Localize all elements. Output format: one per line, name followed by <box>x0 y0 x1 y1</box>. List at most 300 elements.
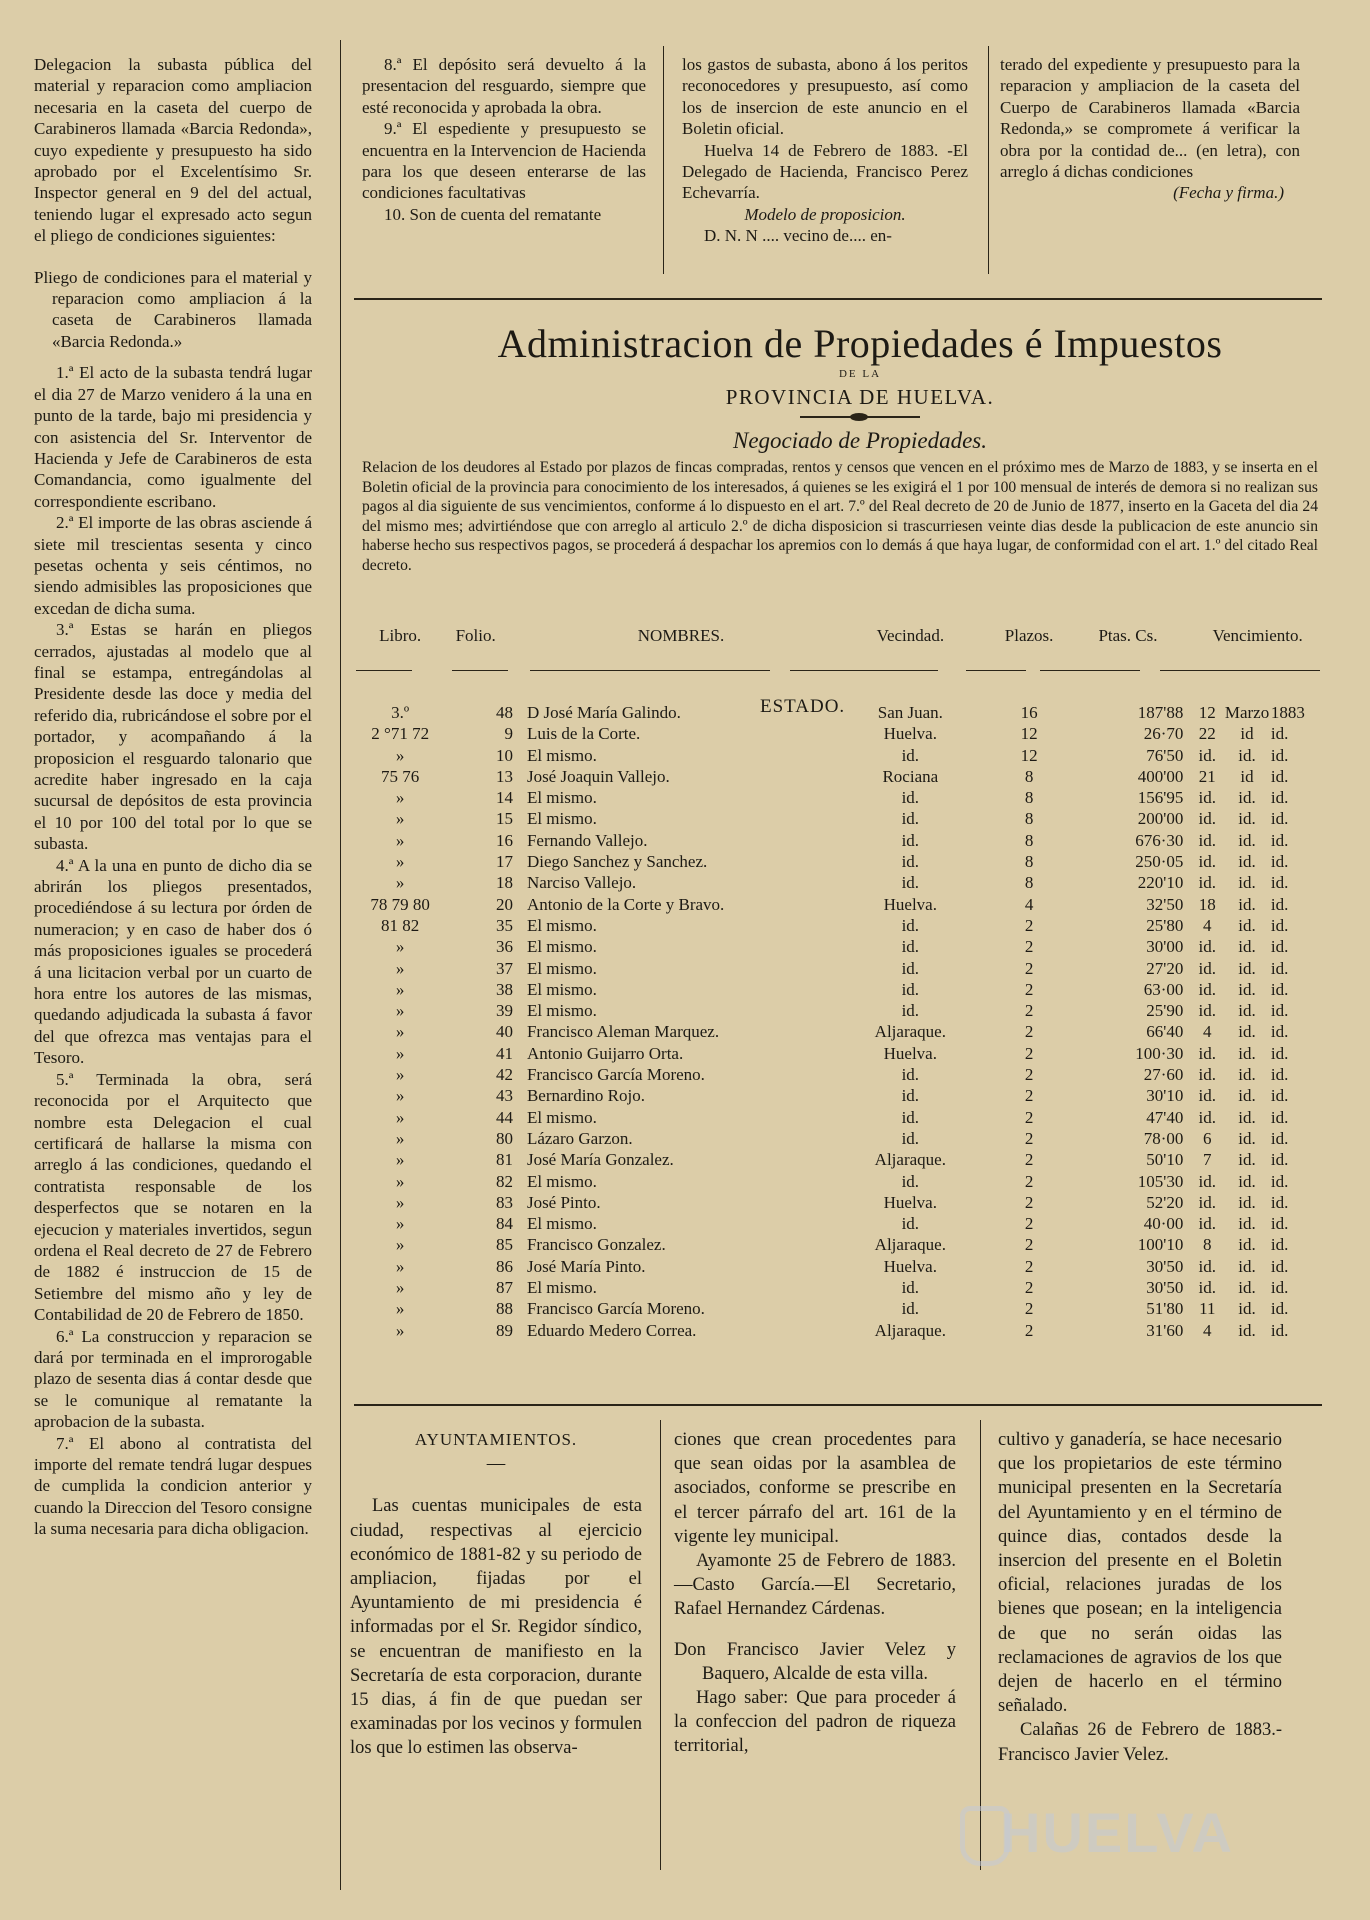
table-row <box>362 1107 1324 1128</box>
cell-nombre: El mismo. <box>526 937 597 957</box>
column-divider <box>340 40 341 1890</box>
cell-venc-mes: id. <box>1238 1192 1256 1212</box>
cell-venc-mes: id. <box>1238 1256 1256 1276</box>
cell-folio: 86 <box>495 1256 513 1276</box>
cell-ptas: 27·60 <box>1143 1065 1184 1085</box>
table-row <box>362 1021 1324 1042</box>
padron-text: cultivo y ganadería, se hace necesario que los propietarios de este término municipal presenten en la Secretaría del Ayuntamiento y en el término de quince dias, contados desde la insercion del presente en el Boletin oficial, relaciones juradas de los bienes que posean; en la inteligencia de que no serán oidas las reclamaciones de agravios de los que dejen de hacerlo en el término señalado. <box>998 1430 1282 1717</box>
cell-ptas: 250·05 <box>1135 852 1184 872</box>
cell-venc-dia: id. <box>1198 809 1217 829</box>
cell-libro: » <box>395 745 405 765</box>
cell-venc-mes: id. <box>1238 1214 1256 1234</box>
table-row <box>362 1320 1324 1341</box>
cell-venc-ano: id. <box>1270 1256 1289 1276</box>
condicion-10: 10. Son de cuenta del rematante <box>384 204 602 224</box>
cell-folio: 16 <box>495 830 513 850</box>
cell-venc-ano: id. <box>1270 1065 1289 1085</box>
cell-venc-dia: id. <box>1198 958 1217 978</box>
cell-venc-mes: id. <box>1238 1086 1256 1106</box>
cell-venc-ano: id. <box>1270 1150 1289 1170</box>
cell-libro: » <box>395 1065 405 1085</box>
cell-folio: 81 <box>495 1150 513 1170</box>
cell-venc-dia: id. <box>1198 1001 1217 1021</box>
cell-ptas: 220'10 <box>1137 873 1184 893</box>
cell-ptas: 52'20 <box>1146 1192 1184 1212</box>
table-row <box>362 1064 1324 1085</box>
cell-folio: 39 <box>495 1001 513 1021</box>
cell-vecindad: id. <box>901 1001 920 1021</box>
cell-venc-ano: id. <box>1270 958 1289 978</box>
cell-vecindad: id. <box>901 958 920 978</box>
cell-ptas: 25'80 <box>1146 915 1184 935</box>
cell-vecindad: id. <box>901 1171 920 1191</box>
cell-venc-dia: id. <box>1198 979 1217 999</box>
cell-ptas: 100'10 <box>1137 1235 1184 1255</box>
cell-ptas: 30'50 <box>1146 1256 1184 1276</box>
gastos-text: los gastos de subasta, abono á los peritos reconocedores y presupuesto, así como los de insercion de este anuncio en el Boletin oficial. <box>682 55 968 139</box>
cell-plazos: 2 <box>1024 1086 1034 1106</box>
cell-venc-ano: id. <box>1270 724 1289 744</box>
table-row <box>362 1256 1324 1277</box>
table-header-row <box>362 626 1324 658</box>
cell-venc-ano: id. <box>1270 852 1289 872</box>
header-libro: Libro. <box>379 626 422 645</box>
cell-folio: 10 <box>495 745 513 765</box>
cell-libro: » <box>395 788 405 808</box>
ayunt-column-3 <box>998 1428 1282 1767</box>
cell-venc-ano: id. <box>1270 1001 1289 1021</box>
condicion-3: 3.ª Estas se harán en pliegos cerrados, ajustadas al modelo que al final se estampa, entregándolas al Presidente desde las doce y media del referido dia, rubricándose el sobre por el portador, y acompañando á la proposicion el resguardo talonario que acredite haber ingresado en la caja sucursal de depósitos de esta provincia el 10 por 100 del total por lo que se subasta. <box>34 620 312 854</box>
cell-venc-mes: id. <box>1238 1299 1256 1319</box>
ayunt-column-2 <box>674 1428 956 1759</box>
cell-vecindad: San Juan. <box>877 703 943 722</box>
cell-ptas: 78·00 <box>1143 1128 1184 1148</box>
cell-ptas: 76'50 <box>1146 745 1184 765</box>
cell-vecindad: Huelva. <box>883 724 937 744</box>
cell-nombre: Antonio Guijarro Orta. <box>526 1043 684 1063</box>
column-1 <box>34 54 312 1540</box>
cell-vecindad: Aljaraque. <box>874 1235 946 1255</box>
table-row <box>362 1149 1324 1170</box>
cell-venc-mes: id. <box>1238 809 1256 829</box>
admin-title: Administracion de Propiedades é Impuestos <box>497 321 1223 366</box>
cell-plazos: 8 <box>1024 809 1034 829</box>
cell-ptas: 27'20 <box>1146 958 1184 978</box>
cell-venc-dia: id. <box>1198 852 1217 872</box>
cell-ptas: 30'00 <box>1146 937 1184 957</box>
cell-libro: » <box>395 873 405 893</box>
cell-venc-mes: id. <box>1238 1171 1256 1191</box>
cell-venc-dia: id. <box>1198 873 1217 893</box>
cell-ptas: 156'95 <box>1137 788 1184 808</box>
cell-venc-dia: id. <box>1198 1107 1217 1127</box>
section-rule <box>354 1404 1322 1406</box>
cell-vecindad: id. <box>901 852 920 872</box>
cell-vecindad: Aljaraque. <box>874 1320 946 1340</box>
cell-ptas: 30'10 <box>1146 1086 1184 1106</box>
cell-libro: » <box>395 852 405 872</box>
table-row <box>362 872 1324 893</box>
cell-venc-ano: id. <box>1270 745 1289 765</box>
column-divider <box>660 1420 661 1870</box>
header-vecindad: Vecindad. <box>876 626 945 645</box>
cell-nombre: El mismo. <box>526 1171 597 1191</box>
table-row <box>362 1213 1324 1234</box>
cell-venc-mes: id. <box>1238 1320 1256 1340</box>
cell-venc-dia: 18 <box>1198 894 1216 914</box>
cell-nombre: Bernardino Rojo. <box>526 1086 645 1106</box>
column-divider <box>663 46 664 274</box>
table-row <box>362 1085 1324 1106</box>
cell-venc-mes: id. <box>1238 745 1256 765</box>
cell-venc-ano: id. <box>1270 1107 1289 1127</box>
cell-libro: 3.º <box>391 703 410 722</box>
table-row <box>362 915 1324 936</box>
subasta-intro: Delegacion la subasta pública del material y reparacion como ampliacion necesaria en la caseta del cuerpo de Carabineros llamada «Barcia Redonda», cuyo expediente y presupuesto ha sido aprobado por el Excelentísimo Sr. Inspector general en 9 del del actual, teniendo lugar el expresado acto segun el pliego de condiciones siguientes: <box>34 55 312 246</box>
ayunt-title: AYUNTAMIENTOS. <box>414 1430 578 1449</box>
column-3 <box>682 54 968 247</box>
cell-venc-ano: id. <box>1270 894 1289 914</box>
column-2 <box>362 54 646 225</box>
admin-province: PROVINCIA DE HUELVA. <box>725 385 995 409</box>
cell-ptas: 200'00 <box>1137 809 1184 829</box>
cell-venc-mes: id. <box>1238 873 1256 893</box>
cell-venc-dia: id. <box>1198 830 1217 850</box>
table-row <box>362 1192 1324 1213</box>
cell-vecindad: id. <box>901 830 920 850</box>
cell-nombre: El mismo. <box>526 1214 597 1234</box>
cell-venc-ano: id. <box>1270 1235 1289 1255</box>
cell-venc-dia: 11 <box>1199 1299 1216 1319</box>
cell-venc-dia: id. <box>1198 788 1217 808</box>
cell-libro: » <box>395 830 405 850</box>
modelo-text: terado del expediente y presupuesto para la reparacion y ampliacion de la caseta del Cuerpo de Carabineros llamada «Barcia Redonda,» se compromete á verificar la obra por la contidad de... (en letra), con arreglo á dichas condiciones <box>1000 55 1300 182</box>
cell-nombre: El mismo. <box>526 1107 597 1127</box>
table-row <box>362 1000 1324 1021</box>
cell-nombre: Lázaro Garzon. <box>526 1128 633 1148</box>
cell-venc-dia: id. <box>1198 1065 1217 1085</box>
cell-venc-dia: id. <box>1198 1171 1217 1191</box>
cell-venc-dia: 4 <box>1203 1320 1212 1340</box>
table-row <box>362 979 1324 1000</box>
cell-plazos: 2 <box>1024 1235 1034 1255</box>
cell-venc-dia: 4 <box>1203 1022 1212 1042</box>
cell-plazos: 8 <box>1024 830 1034 850</box>
cell-libro: 75 76 <box>381 766 420 786</box>
cell-folio: 83 <box>495 1192 513 1212</box>
cell-venc-ano: id. <box>1270 1128 1289 1148</box>
cell-nombre: Francisco Gonzalez. <box>526 1235 666 1255</box>
cell-plazos: 2 <box>1024 979 1034 999</box>
cell-ptas: 100·30 <box>1135 1043 1184 1063</box>
cell-folio: 88 <box>495 1299 513 1319</box>
cell-venc-mes: id. <box>1238 1022 1256 1042</box>
deudores-body <box>362 702 1324 1341</box>
cell-venc-mes: id. <box>1238 852 1256 872</box>
cell-venc-dia: id. <box>1198 1043 1217 1063</box>
cell-venc-mes: id. <box>1238 1150 1256 1170</box>
cell-libro: » <box>395 1001 405 1021</box>
cell-plazos: 8 <box>1024 788 1034 808</box>
observaciones-text: ciones que crean procedentes para que sean oidas por la asamblea de asociados, conforme se prescribe en el tercer párrafo del art. 161 de la vigente ley municipal. <box>674 1430 956 1547</box>
fecha-firma: (Fecha y firma.) <box>1173 183 1284 203</box>
table-spacer-row <box>362 658 1324 702</box>
cell-libro: » <box>395 809 405 829</box>
cell-venc-mes: id. <box>1238 958 1256 978</box>
table-row <box>362 787 1324 808</box>
table-row <box>362 894 1324 915</box>
relacion-intro: Relacion de los deudores al Estado por plazos de fincas compradas, rentos y censos que vencen en el próximo mes de Marzo de 1883, y se inserta en el Boletin oficial de la provincia para conocimiento de los interesados, á quienes se les exigirá el 1 por 100 mensual de interés de demora si no realizan sus pagos al dia siguiente de sus vencimientos, conforme á lo dispuesto en el art. 7.º del Real decreto de 20 de Junio de 1877, inserto en la Gaceta del dia 24 del mismo mes; advirtiéndose que con arreglo al articulo 2.º de dicha disposicion si trascurriesen veinte dias desde la publicacion de este anuncio sin haberse hecho sus respectivos pagos, se procederá á despachar los apremios con lo demás á que haya lugar, de conformidad con el art. 1.º del citado Real decreto. <box>362 459 1318 574</box>
cell-nombre: El mismo. <box>526 809 597 829</box>
cell-folio: 82 <box>495 1171 513 1191</box>
condicion-1: 1.ª El acto de la subasta tendrá lugar el dia 27 de Marzo venidero á la una en punto de la tarde, bajo mi presidencia y con asistencia del Sr. Interventor de Hacienda y Jefe de Carabineros de esta Comandancia, como igualmente del correspondiente escribano. <box>34 363 312 511</box>
table-row <box>362 1234 1324 1255</box>
cell-venc-mes: id. <box>1238 830 1256 850</box>
cell-folio: 14 <box>495 788 513 808</box>
condicion-5: 5.ª Terminada la obra, será reconocida por el Arquitecto que nombre esta Delegacion el cual certificará de hallarse la misma con arreglo á las condiciones, quedando el contratista responsable de los desperfectos que se notaren en la ejecucion y materiales invertidos, segun ordena el Real decreto de 27 de Febrero de 1882 é instruccion de 15 de Setiembre del mismo año y ley de Contabilidad de 20 de Febrero de 1850. <box>34 1069 312 1325</box>
cuentas-municipales: Las cuentas municipales de esta ciudad, respectivas al ejercicio económico de 1881-82 y su periodo de ampliacion, fijadas por el Ayuntamiento de mi presidencia é informadas por el Sr. Regidor síndico, se encuentran de manifiesto en la Secretaría de esta corporacion, durante 15 dias, á fin de que puedan ser examinadas por los vecinos y formulen los que lo estimen las observa- <box>350 1496 642 1759</box>
cell-plazos: 2 <box>1024 1150 1034 1170</box>
cell-ptas: 25'90 <box>1146 1001 1184 1021</box>
cell-plazos: 12 <box>1020 745 1038 765</box>
cell-libro: » <box>395 1256 405 1276</box>
cell-folio: 84 <box>495 1214 513 1234</box>
cell-venc-ano: id. <box>1270 937 1289 957</box>
cell-vecindad: id. <box>901 1299 920 1319</box>
cell-nombre: El mismo. <box>526 979 597 999</box>
cell-plazos: 2 <box>1024 1001 1034 1021</box>
cell-plazos: 16 <box>1020 703 1038 722</box>
cell-folio: 37 <box>495 958 513 978</box>
cell-venc-ano: id. <box>1270 1043 1289 1063</box>
cell-nombre: Eduardo Medero Correa. <box>526 1320 697 1340</box>
cell-plazos: 2 <box>1024 1299 1034 1319</box>
cell-ptas: 105'30 <box>1137 1171 1184 1191</box>
cell-venc-mes: id. <box>1238 1278 1256 1298</box>
pliego-title: Pliego de condiciones para el material y reparacion como ampliacion á la caseta de Carabineros llamada «Barcia Redonda.» <box>34 267 312 351</box>
table-row <box>362 1298 1324 1319</box>
cell-ptas: 676·30 <box>1135 830 1184 850</box>
cell-ptas: 32'50 <box>1146 894 1184 914</box>
cell-venc-mes: id. <box>1238 894 1256 914</box>
table-row <box>362 851 1324 872</box>
table-row <box>362 1128 1324 1149</box>
cell-plazos: 2 <box>1024 915 1034 935</box>
cell-venc-dia: 4 <box>1203 915 1212 935</box>
cell-vecindad: id. <box>901 873 920 893</box>
cell-nombre: Diego Sanchez y Sanchez. <box>526 852 708 872</box>
cell-libro: » <box>395 1320 405 1340</box>
cell-venc-ano: id. <box>1270 979 1289 999</box>
cell-folio: 17 <box>495 852 513 872</box>
cell-ptas: 63·00 <box>1143 979 1184 999</box>
ayamonte-fecha: Ayamonte 25 de Febrero de 1883.—Casto García.—El Secretario, Rafael Hernandez Cárdenas. <box>674 1551 956 1620</box>
cell-plazos: 2 <box>1024 937 1034 957</box>
section-rule <box>354 298 1322 300</box>
cell-venc-dia: 12 <box>1198 703 1216 722</box>
cell-plazos: 4 <box>1024 894 1034 914</box>
cell-venc-dia: 22 <box>1198 724 1216 744</box>
cell-nombre: Francisco García Moreno. <box>526 1299 705 1319</box>
cell-nombre: El mismo. <box>526 958 597 978</box>
table-row <box>362 745 1324 766</box>
cell-venc-ano: id. <box>1270 809 1289 829</box>
header-folio: Folio. <box>455 626 496 645</box>
cell-folio: 44 <box>495 1107 513 1127</box>
condicion-8: 8.ª El depósito será devuelto á la presentacion del resguardo, siempre que esté reconocida y aprobada la obra. <box>362 55 646 117</box>
cell-vecindad: id. <box>901 1214 920 1234</box>
header-ptas: Ptas. Cs. <box>1098 626 1158 645</box>
cell-vecindad: id. <box>901 745 920 765</box>
cell-libro: 81 82 <box>381 915 420 935</box>
condicion-6: 6.ª La construccion y reparacion se dará por terminada en el improrogable plazo de sesenta dias á contar desde que se le comunique al rematante la aprobacion de la subasta. <box>34 1326 312 1432</box>
cell-venc-dia: 21 <box>1198 766 1216 786</box>
table-row <box>362 808 1324 829</box>
cell-folio: 36 <box>495 937 513 957</box>
cell-libro: 2 °71 72 <box>371 724 430 744</box>
table-row <box>362 936 1324 957</box>
hago-saber: Hago saber: Que para proceder á la confeccion del padron de riqueza territorial, <box>674 1688 956 1757</box>
condicion-4: 4.ª A la una en punto de dicho dia se abrirán los pliegos presentados, procediéndose á su lectura por órden de numeracion; y en caso de haber dos ó más proposiciones iguales se procederá á una licitacion verbal por un cuarto de hora entre los autores de las mismas, quedando adjudicada la subasta á favor del que ofrezca mas ventajas para el Tesoro. <box>34 855 312 1068</box>
modelo-title: Modelo de proposicion. <box>744 204 906 224</box>
cell-nombre: José Joaquin Vallejo. <box>526 766 670 786</box>
cell-venc-ano: id. <box>1270 1022 1289 1042</box>
cell-venc-mes: id. <box>1238 1001 1256 1021</box>
cell-venc-ano: id. <box>1270 915 1289 935</box>
cell-folio: 43 <box>495 1086 513 1106</box>
cell-vecindad: id. <box>901 1065 920 1085</box>
cell-nombre: El mismo. <box>526 915 597 935</box>
cell-venc-dia: 7 <box>1203 1150 1212 1170</box>
cell-folio: 40 <box>495 1022 513 1042</box>
ornament-rule <box>800 416 920 418</box>
cell-ptas: 50'10 <box>1146 1150 1184 1170</box>
cell-vecindad: id. <box>901 788 920 808</box>
cell-nombre: El mismo. <box>526 788 597 808</box>
cell-ptas: 26·70 <box>1143 724 1184 744</box>
cell-folio: 42 <box>495 1065 513 1085</box>
cell-venc-ano: id. <box>1270 1214 1289 1234</box>
condicion-2: 2.ª El importe de las obras asciende á siete mil trescientas sesenta y cinco pesetas ochenta y seis céntimos, no siendo admisibles las proposiciones que excedan de dicha suma. <box>34 513 312 618</box>
watermark: HUELVA <box>1000 1801 1234 1864</box>
cell-libro: » <box>395 1150 405 1170</box>
table-row <box>362 1277 1324 1298</box>
cell-plazos: 2 <box>1024 1043 1034 1063</box>
cell-plazos: 2 <box>1024 1192 1034 1212</box>
negociado-title: Negociado de Propiedades. <box>732 428 987 453</box>
cell-nombre: Francisco García Moreno. <box>526 1065 705 1085</box>
cell-vecindad: id. <box>901 1086 920 1106</box>
cell-nombre: José Pinto. <box>526 1192 601 1212</box>
cell-venc-ano: id. <box>1270 788 1289 808</box>
cell-folio: 41 <box>495 1043 513 1063</box>
cell-plazos: 2 <box>1024 1107 1034 1127</box>
cell-vecindad: Huelva. <box>883 1043 937 1063</box>
cell-venc-ano: id. <box>1270 1086 1289 1106</box>
cell-plazos: 2 <box>1024 1065 1034 1085</box>
cell-libro: » <box>395 1086 405 1106</box>
cell-venc-mes: id. <box>1238 1128 1256 1148</box>
cell-folio: 13 <box>495 766 513 786</box>
cell-nombre: Narciso Vallejo. <box>526 873 637 893</box>
cell-venc-dia: id. <box>1198 1278 1217 1298</box>
cell-folio: 20 <box>495 894 513 914</box>
cell-venc-mes: Marzo <box>1224 703 1270 722</box>
condicion-9: 9.ª El espediente y presupuesto se encuentra en la Intervencion de Hacienda para los que deseen enterarse de las condiciones facultativas <box>362 119 646 203</box>
cell-venc-ano: id. <box>1270 873 1289 893</box>
cell-plazos: 2 <box>1024 1171 1034 1191</box>
table-row <box>362 702 1324 723</box>
cell-nombre: Francisco Aleman Marquez. <box>526 1022 720 1042</box>
cell-nombre: José María Pinto. <box>526 1256 646 1276</box>
cell-venc-mes: id. <box>1238 915 1256 935</box>
cell-venc-ano: id. <box>1270 1320 1289 1340</box>
admin-de: DE LA <box>838 368 882 380</box>
cell-nombre: Antonio de la Corte y Bravo. <box>526 894 725 914</box>
cell-venc-dia: id. <box>1198 1256 1217 1276</box>
cell-vecindad: id. <box>901 1128 920 1148</box>
cell-nombre: El mismo. <box>526 745 597 765</box>
cell-libro: » <box>395 958 405 978</box>
column-divider <box>980 1420 981 1870</box>
cell-libro: » <box>395 1299 405 1319</box>
cell-vecindad: id. <box>901 809 920 829</box>
cell-folio: 85 <box>495 1235 513 1255</box>
cell-vecindad: Aljaraque. <box>874 1150 946 1170</box>
cell-venc-ano: id. <box>1270 1299 1289 1319</box>
cell-plazos: 2 <box>1024 1320 1034 1340</box>
cell-ptas: 187'88 <box>1137 703 1184 722</box>
table-row <box>362 830 1324 851</box>
cell-vecindad: Aljaraque. <box>874 1022 946 1042</box>
ayunt-column-1 <box>350 1428 642 1761</box>
cell-vecindad: Huelva. <box>883 1192 937 1212</box>
cell-vecindad: id. <box>901 915 920 935</box>
cell-libro: » <box>395 1128 405 1148</box>
cell-vecindad: id. <box>901 1107 920 1127</box>
cell-vecindad: Huelva. <box>883 894 937 914</box>
cell-nombre: El mismo. <box>526 1001 597 1021</box>
cell-folio: 9 <box>504 724 513 744</box>
table-row <box>362 766 1324 787</box>
cell-ptas: 400'00 <box>1137 766 1184 786</box>
cell-libro: » <box>395 1192 405 1212</box>
cell-nombre: El mismo. <box>526 1278 597 1298</box>
cell-vecindad: id. <box>901 937 920 957</box>
cell-libro: » <box>395 1235 405 1255</box>
cell-plazos: 8 <box>1024 873 1034 893</box>
column-4 <box>1000 54 1300 204</box>
cell-ptas: 30'50 <box>1146 1278 1184 1298</box>
cell-venc-dia: 6 <box>1203 1128 1212 1148</box>
cell-venc-ano: id. <box>1270 1278 1289 1298</box>
header-nombres: NOMBRES. <box>637 626 725 645</box>
table-row <box>362 1043 1324 1064</box>
table-row <box>362 723 1324 744</box>
cell-plazos: 2 <box>1024 1214 1034 1234</box>
cell-venc-dia: id. <box>1198 1086 1217 1106</box>
cell-plazos: 2 <box>1024 1256 1034 1276</box>
anuncio-fecha: Huelva 14 de Febrero de 1883. -El Delegado de Hacienda, Francisco Perez Echevarría. <box>682 140 968 203</box>
deudores-table <box>362 626 1324 1341</box>
cell-ptas: 40·00 <box>1143 1214 1184 1234</box>
calanas-fecha: Calañas 26 de Febrero de 1883.-Francisco Javier Velez. <box>998 1720 1282 1765</box>
cell-venc-dia: id. <box>1198 937 1217 957</box>
section-estado: ESTADO. <box>760 696 846 717</box>
condicion-7: 7.ª El abono al contratista del importe del remate tendrá lugar despues de cumplida la condicion anterior y cuando la Direccion del Tesoro consigne la suma necesaria para dicha obligacion. <box>34 1433 312 1539</box>
cell-folio: 80 <box>495 1128 513 1148</box>
cell-folio: 38 <box>495 979 513 999</box>
